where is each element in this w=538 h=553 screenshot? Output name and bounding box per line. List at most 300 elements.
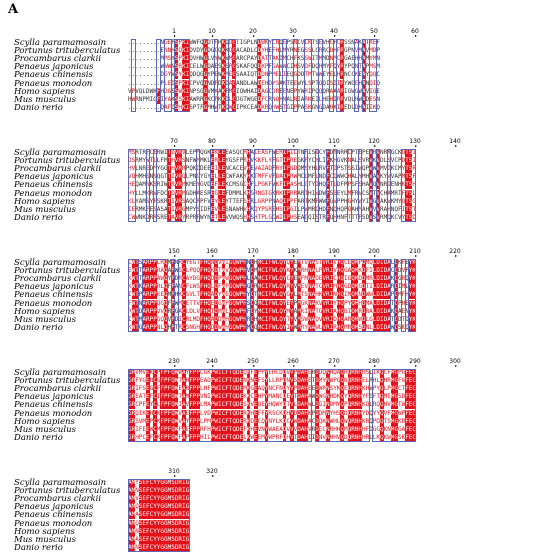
residue: . xyxy=(138,39,143,46)
residue: V xyxy=(322,315,327,323)
residue: W xyxy=(308,401,312,409)
residue: S xyxy=(243,401,247,409)
residue: H xyxy=(358,377,363,385)
residue: Q xyxy=(243,369,247,376)
residue: G xyxy=(192,323,197,331)
residue: P xyxy=(311,87,316,95)
residue: K xyxy=(412,283,417,291)
residue: M xyxy=(308,173,312,181)
residue: E xyxy=(308,369,312,376)
residue: W xyxy=(131,275,136,283)
sequence-row xyxy=(128,479,189,487)
residue: K xyxy=(218,95,222,103)
residue: I xyxy=(156,393,161,401)
residue: C xyxy=(149,487,154,495)
residue: V xyxy=(135,87,139,95)
residue: G xyxy=(394,377,399,385)
residue: V xyxy=(390,173,395,181)
residue: A xyxy=(336,369,341,376)
residue: A xyxy=(232,165,237,173)
residue: . xyxy=(128,71,132,79)
residue: H xyxy=(203,267,208,275)
residue: V xyxy=(398,213,402,221)
residue: G xyxy=(232,39,237,46)
residue: T xyxy=(365,39,370,46)
residue: Q xyxy=(254,205,258,213)
residue: E xyxy=(290,87,294,95)
residue: Y xyxy=(156,165,161,173)
residue: A xyxy=(387,275,391,283)
residue: V xyxy=(365,87,370,95)
residue: . xyxy=(153,71,157,79)
residue: L xyxy=(372,307,377,315)
residue: A xyxy=(182,409,186,417)
residue: V xyxy=(322,267,327,275)
residue: D xyxy=(279,369,283,376)
residue: L xyxy=(275,275,280,283)
residue: V xyxy=(174,205,179,213)
residue: M xyxy=(376,63,381,71)
residue: T xyxy=(383,417,388,425)
residue: G xyxy=(239,95,244,103)
residue: F xyxy=(189,409,193,417)
residue: I xyxy=(279,213,283,221)
residue: H xyxy=(333,417,337,425)
position-tick: 240 xyxy=(206,358,218,365)
residue: W xyxy=(318,71,323,79)
residue: A xyxy=(394,173,399,181)
residue: F xyxy=(398,205,402,213)
residue: E xyxy=(408,409,413,417)
residue: L xyxy=(189,315,193,323)
residue: H xyxy=(362,181,366,189)
residue: Y xyxy=(153,535,157,543)
residue: Q xyxy=(340,425,345,433)
residue: A xyxy=(387,267,391,275)
residue: P xyxy=(390,291,395,299)
residue: G xyxy=(412,197,417,205)
residue: L xyxy=(344,189,348,197)
residue: A xyxy=(128,519,132,527)
residue: I xyxy=(308,433,312,441)
residue: L xyxy=(304,39,309,46)
residue: R xyxy=(336,95,341,103)
residue: R xyxy=(365,157,370,165)
residue: N xyxy=(376,55,381,63)
residue: Y xyxy=(290,275,294,283)
residue: C xyxy=(318,149,323,156)
residue: S xyxy=(347,39,352,46)
residue: R xyxy=(178,149,183,156)
sequence-row xyxy=(128,385,416,393)
residue: Q xyxy=(362,165,366,173)
residue: N xyxy=(160,39,165,46)
residue: D xyxy=(257,71,262,79)
residue: A xyxy=(228,79,233,87)
residue: D xyxy=(236,417,240,425)
residue: A xyxy=(362,87,366,95)
residue: T xyxy=(189,299,193,307)
residue: M xyxy=(383,393,388,401)
residue: F xyxy=(405,369,409,376)
residue: L xyxy=(311,401,316,409)
residue: C xyxy=(182,259,186,266)
residue: H xyxy=(250,409,255,417)
sequence-row xyxy=(128,149,416,157)
residue: C xyxy=(254,47,258,55)
residue: G xyxy=(174,307,179,315)
species-label: Penaeus chinensis xyxy=(14,180,93,191)
residue: I xyxy=(347,307,352,315)
residue: Y xyxy=(290,307,294,315)
residue: D xyxy=(297,433,301,441)
residue: C xyxy=(153,425,157,433)
residue: Q xyxy=(200,39,204,46)
residue: T xyxy=(135,323,139,331)
residue: R xyxy=(340,71,345,79)
residue: L xyxy=(315,267,319,275)
residue: H xyxy=(308,189,312,197)
species-label: Penaeus monodon xyxy=(14,518,93,529)
residue: P xyxy=(164,369,168,376)
residue: D xyxy=(318,369,323,376)
residue: N xyxy=(178,283,183,291)
residue: I xyxy=(308,149,312,156)
residue: R xyxy=(178,519,183,527)
residue: E xyxy=(282,39,287,46)
residue: A xyxy=(300,103,305,111)
residue: R xyxy=(135,157,139,165)
residue: A xyxy=(311,283,316,291)
residue: F xyxy=(293,55,298,63)
residue: F xyxy=(146,543,150,551)
residue: Y xyxy=(200,173,204,181)
residue: Y xyxy=(264,433,269,441)
residue: V xyxy=(336,433,341,441)
residue: L xyxy=(164,79,168,87)
residue: E xyxy=(254,433,258,441)
residue: D xyxy=(376,315,381,323)
residue: L xyxy=(354,173,359,181)
residue: E xyxy=(362,377,366,385)
residue: G xyxy=(160,495,165,503)
residue: Q xyxy=(318,79,323,87)
residue: R xyxy=(326,291,330,299)
residue: E xyxy=(254,409,258,417)
residue: F xyxy=(268,307,273,315)
residue: F xyxy=(207,385,211,393)
residue: E xyxy=(189,259,193,266)
residue: N xyxy=(354,385,359,393)
residue: P xyxy=(171,299,175,307)
residue: C xyxy=(250,393,255,401)
residue: A xyxy=(171,213,175,221)
residue: C xyxy=(250,299,255,307)
residue: D xyxy=(257,47,262,55)
residue: W xyxy=(178,87,183,95)
residue: N xyxy=(138,213,143,221)
residue: A xyxy=(189,95,193,103)
residue: H xyxy=(254,213,258,221)
residue: R xyxy=(358,307,363,315)
residue: Q xyxy=(268,103,273,111)
residue: K xyxy=(362,385,366,393)
residue: T xyxy=(142,393,147,401)
residue: C xyxy=(221,393,226,401)
residue: C xyxy=(329,39,334,46)
residue: G xyxy=(164,479,168,486)
residue: L xyxy=(279,47,283,55)
residue: F xyxy=(387,369,391,376)
position-tick: 220 xyxy=(449,248,461,255)
residue: R xyxy=(178,157,183,165)
residue: N xyxy=(308,267,312,275)
residue: S xyxy=(365,189,370,197)
residue: Q xyxy=(135,503,139,511)
residue: C xyxy=(250,323,255,331)
residue: C xyxy=(221,369,226,376)
residue: D xyxy=(282,369,287,376)
residue: Q xyxy=(275,95,280,103)
residue: G xyxy=(128,369,132,376)
residue: D xyxy=(315,369,319,376)
residue: D xyxy=(214,315,219,323)
residue: D xyxy=(236,369,240,376)
residue: D xyxy=(282,377,287,385)
residue: D xyxy=(282,401,287,409)
residue: R xyxy=(178,511,183,519)
residue: S xyxy=(347,165,352,173)
residue: N xyxy=(290,165,294,173)
residue: P xyxy=(164,385,168,393)
residue: R xyxy=(340,55,345,63)
residue: E xyxy=(376,87,381,95)
residue: S xyxy=(279,205,283,213)
residue: P xyxy=(196,369,201,376)
residue: Q xyxy=(189,197,193,205)
residue: M xyxy=(354,315,359,323)
residue: Q xyxy=(232,275,237,283)
residue: M xyxy=(308,71,312,79)
residue: K xyxy=(318,291,323,299)
residue: G xyxy=(344,47,348,55)
residue: F xyxy=(160,369,165,376)
residue: D xyxy=(128,157,132,165)
residue: A xyxy=(372,173,377,181)
residue: K xyxy=(182,47,186,55)
residue: G xyxy=(164,165,168,173)
residue: A xyxy=(300,393,305,401)
residue: W xyxy=(272,275,276,283)
position-tick: 1 xyxy=(172,28,176,35)
residue: F xyxy=(225,401,229,409)
residue: F xyxy=(200,267,204,275)
residue: K xyxy=(182,63,186,71)
residue: M xyxy=(203,401,208,409)
residue: P xyxy=(239,283,244,291)
residue: F xyxy=(225,385,229,393)
residue: T xyxy=(405,149,409,156)
residue: P xyxy=(210,425,215,433)
residue: T xyxy=(308,181,312,189)
residue: D xyxy=(236,433,240,441)
residue: Q xyxy=(347,433,352,441)
residue: K xyxy=(221,79,226,87)
residue: Y xyxy=(347,299,352,307)
residue: G xyxy=(293,71,298,79)
residue: C xyxy=(221,409,226,417)
residue: D xyxy=(369,425,373,433)
residue: A xyxy=(261,55,265,63)
residue: W xyxy=(131,267,136,275)
position-tick: 320 xyxy=(206,468,218,475)
residue: T xyxy=(214,213,219,221)
residue: W xyxy=(174,433,179,441)
residue: R xyxy=(196,95,201,103)
residue: A xyxy=(380,197,384,205)
residue: D xyxy=(376,283,381,291)
residue: S xyxy=(365,369,370,376)
residue: F xyxy=(246,63,251,71)
residue: E xyxy=(210,149,215,156)
residue: G xyxy=(300,299,305,307)
residue: D xyxy=(207,409,211,417)
residue: G xyxy=(228,157,233,165)
residue: W xyxy=(131,291,136,299)
residue: C xyxy=(272,39,276,46)
residue: Q xyxy=(196,71,201,79)
residue: V xyxy=(254,165,258,173)
residue: V xyxy=(272,181,276,189)
residue: D xyxy=(383,259,388,266)
residue: D xyxy=(412,213,417,221)
residue: K xyxy=(401,433,406,441)
residue: Q xyxy=(164,307,168,315)
residue: R xyxy=(351,377,355,385)
residue: R xyxy=(171,181,175,189)
residue: . xyxy=(153,47,157,55)
residue: C xyxy=(261,283,265,291)
residue: L xyxy=(268,377,273,385)
residue: Y xyxy=(408,299,413,307)
residue: R xyxy=(192,213,197,221)
residue: H xyxy=(358,79,363,87)
residue: P xyxy=(171,283,175,291)
residue: V xyxy=(225,267,229,275)
residue: E xyxy=(221,149,226,156)
residue: W xyxy=(369,385,373,393)
residue: M xyxy=(383,213,388,221)
residue: C xyxy=(412,393,417,401)
residue: T xyxy=(135,267,139,275)
residue: P xyxy=(203,417,208,425)
residue: V xyxy=(322,433,327,441)
residue: Y xyxy=(336,401,341,409)
residue: E xyxy=(167,39,172,46)
residue: W xyxy=(401,401,406,409)
residue: Q xyxy=(347,417,352,425)
residue: T xyxy=(329,165,334,173)
residue: V xyxy=(257,425,262,433)
residue: W xyxy=(214,417,219,425)
residue: G xyxy=(344,267,348,275)
residue: P xyxy=(268,71,273,79)
residue: L xyxy=(192,291,197,299)
residue: D xyxy=(228,39,233,46)
residue: G xyxy=(228,275,233,283)
residue: Q xyxy=(340,323,345,331)
residue: F xyxy=(167,393,172,401)
residue: E xyxy=(297,213,301,221)
residue: M xyxy=(369,63,373,71)
residue: W xyxy=(250,433,255,441)
residue: I xyxy=(380,299,384,307)
residue: W xyxy=(272,315,276,323)
species-label: Penaeus monodon xyxy=(14,188,93,199)
residue: Q xyxy=(380,393,384,401)
position-tick: 270 xyxy=(328,358,340,365)
residue: Y xyxy=(282,283,287,291)
residue: R xyxy=(340,47,345,55)
residue: H xyxy=(243,299,247,307)
residue: E xyxy=(142,527,147,535)
residue: H xyxy=(279,95,283,103)
residue: C xyxy=(182,307,186,315)
residue: K xyxy=(401,181,406,189)
residue: A xyxy=(272,393,276,401)
residue: E xyxy=(239,401,244,409)
residue: S xyxy=(329,79,334,87)
residue: R xyxy=(178,205,183,213)
residue: I xyxy=(128,315,132,323)
residue: N xyxy=(135,487,139,495)
residue: E xyxy=(358,149,363,156)
residue: H xyxy=(246,181,251,189)
residue: L xyxy=(218,173,222,181)
residue: Y xyxy=(290,299,294,307)
residue: F xyxy=(149,393,154,401)
residue: D xyxy=(398,315,402,323)
residue: Q xyxy=(347,95,352,103)
residue: L xyxy=(218,197,222,205)
residue: E xyxy=(239,369,244,376)
residue: C xyxy=(344,173,348,181)
residue: A xyxy=(174,283,179,291)
residue: E xyxy=(200,377,204,385)
residue: H xyxy=(210,103,215,111)
residue: H xyxy=(243,267,247,275)
residue: Q xyxy=(232,393,237,401)
residue: H xyxy=(290,55,294,63)
residue: W xyxy=(315,189,319,197)
residue: F xyxy=(261,157,265,165)
residue: Y xyxy=(369,55,373,63)
residue: Q xyxy=(225,39,229,46)
residue: R xyxy=(182,165,186,173)
residue: T xyxy=(228,433,233,441)
residue: F xyxy=(167,369,172,376)
residue: W xyxy=(358,165,363,173)
residue: Y xyxy=(326,71,330,79)
residue: G xyxy=(149,385,154,393)
residue: E xyxy=(210,173,215,181)
residue: M xyxy=(390,425,395,433)
residue: W xyxy=(200,213,204,221)
residue: F xyxy=(160,401,165,409)
residue: A xyxy=(362,71,366,79)
species-label: Penaeus monodon xyxy=(14,298,93,309)
residue: M xyxy=(167,503,172,511)
